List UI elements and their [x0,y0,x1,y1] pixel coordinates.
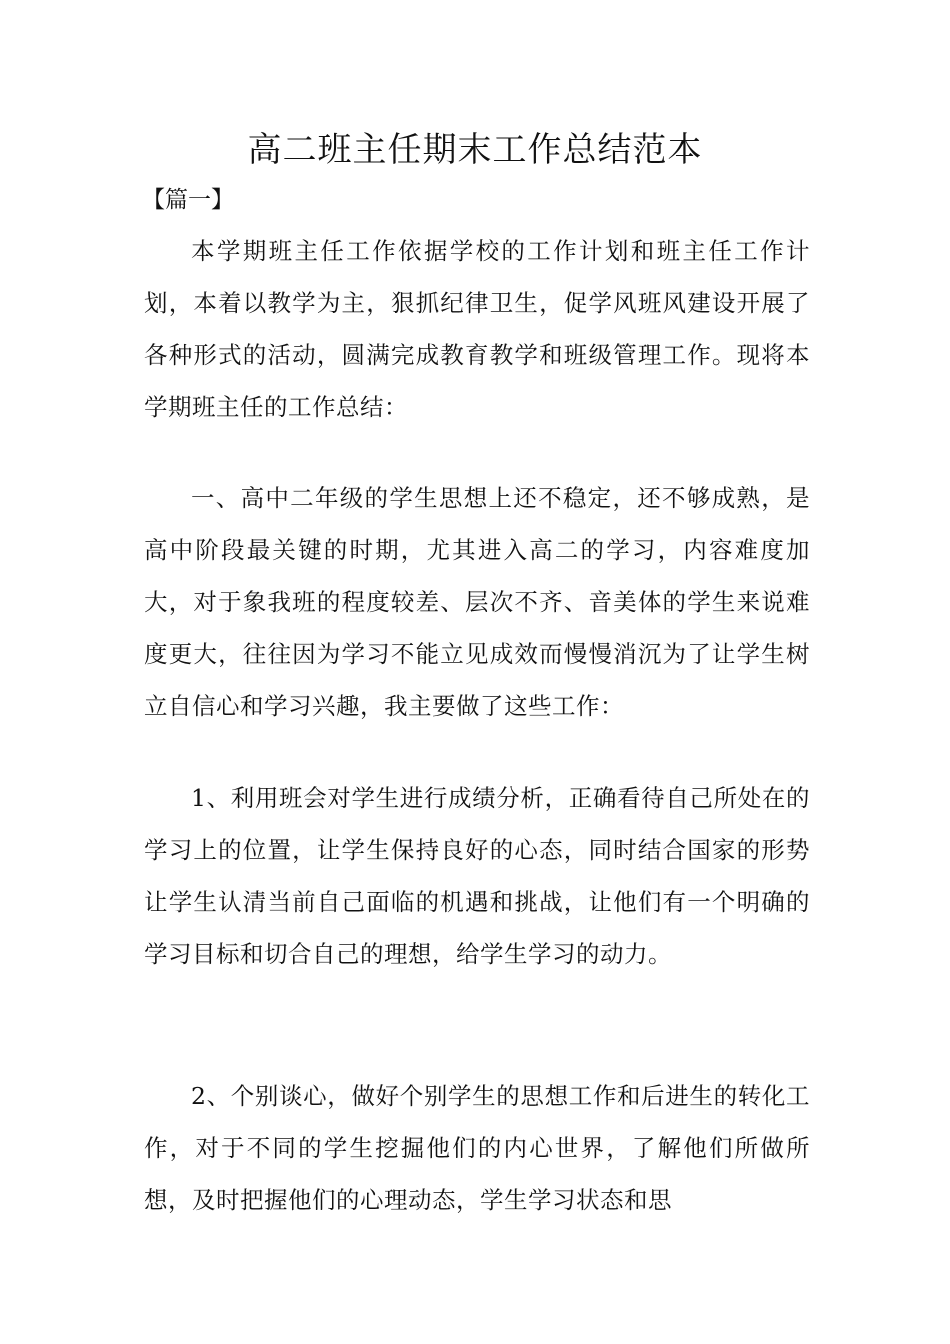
paragraph-intro: 本学期班主任工作依据学校的工作计划和班主任工作计划，本着以教学为主，狠抓纪律卫生，促学风班风建设开展了各种形式的活动，圆满完成教育教学和班级管理工作。现将本学期班主任的工作总结： [144,237,810,421]
document-title: 高二班主任期末工作总结范本 [247,130,703,170]
paragraph-item-1: 1、利用班会对学生进行成绩分析，正确看待自己所处在的学习上的位置，让学生保持良好的心态，同时结合国家的形势让学生认清当前自己面临的机遇和挑战，让他们有一个明确的学习目标和切合自己的理想，给学生学习的动力。 [144,784,810,968]
section-label: 【篇一】 [142,187,234,213]
paragraph-point-one: 一、高中二年级的学生思想上还不稳定，还不够成熟，是高中阶段最关键的时期，尤其进入高二的学习，内容难度加大，对于象我班的程度较差、层次不齐、音美体的学生来说难度更大，往往因为学习不能立见成效而慢慢消沉为了让学生树立自信心和学习兴趣，我主要做了这些工作： [144,484,810,720]
paragraph-item-2: 2、个别谈心，做好个别学生的思想工作和后进生的转化工作，对于不同的学生挖掘他们的内心世界，了解他们所做所想，及时把握他们的心理动态，学生学习状态和思 [144,1082,810,1214]
